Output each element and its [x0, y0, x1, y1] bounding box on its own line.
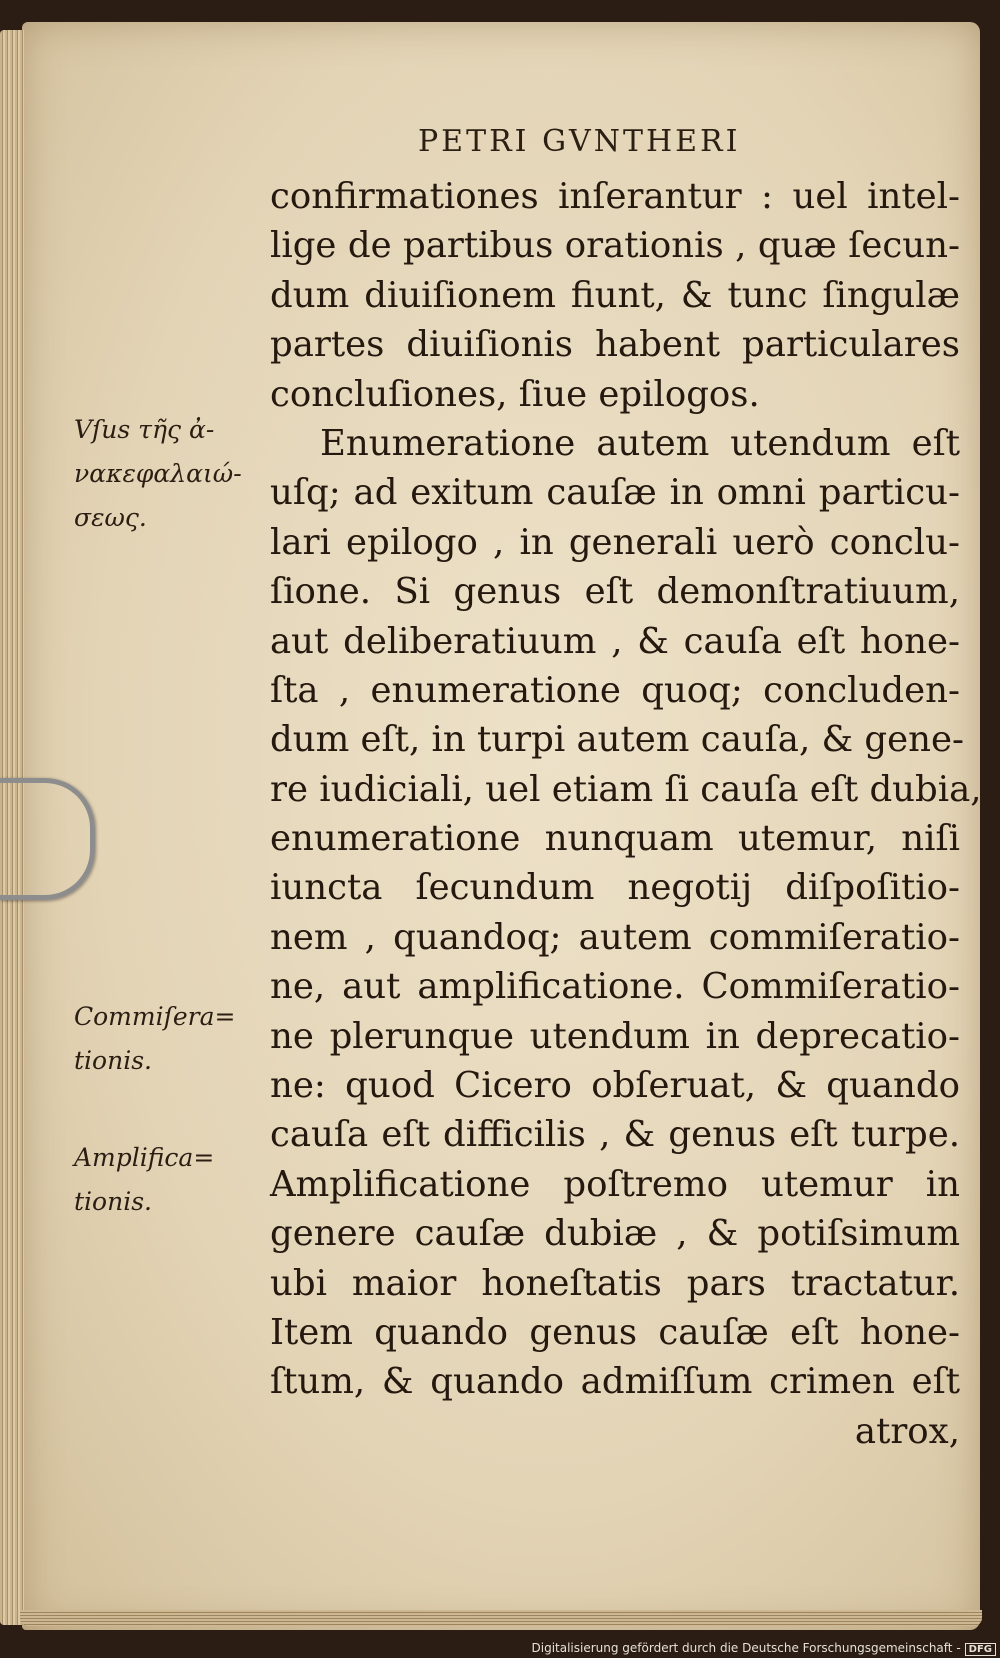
- catchword: atrox,: [854, 1410, 960, 1452]
- margin-note-usus: [74, 408, 259, 540]
- text-line: cauſa eſt difficilis , & genus eſt turpe.: [270, 1114, 960, 1156]
- footer-text: Digitalisierung gefördert durch die Deutsche Forschungsgemeinschaft -: [531, 1641, 961, 1655]
- text-line: dum eſt, in turpi autem cauſa, & gene-: [270, 719, 965, 761]
- paper-clip-icon: [0, 778, 95, 900]
- text-line: ſtum, & quando admiſſum crimen eſt: [270, 1361, 960, 1403]
- text-line: re iudiciali, uel etiam ſi cauſa eſt dubia,: [270, 768, 982, 810]
- text-line: lige de partibus orationis , quæ ſecun-: [270, 225, 960, 267]
- text-line: dum diuiſionem fiunt, & tunc ſingulæ: [270, 274, 960, 316]
- text-line: ſione. Si genus eſt demonſtratiuum,: [270, 571, 960, 613]
- text-line: enumeratione nunquam utemur, niſi: [270, 818, 960, 860]
- text-line: Item quando genus cauſæ eſt hone-: [270, 1311, 960, 1353]
- text-line: lari epilogo , in generali uerò conclu-: [270, 521, 960, 563]
- digitization-credit: [532, 1641, 997, 1656]
- text-line: ſta , enumeratione quoq; concluden-: [270, 669, 960, 711]
- margin-note-commiseratio: [74, 995, 259, 1083]
- page-edges-bottom: [20, 1610, 982, 1626]
- text-line: partes diuiſionis habent particulares: [270, 324, 960, 366]
- margin-note-line: tionis.: [74, 1187, 152, 1216]
- text-line: confirmationes inſerantur : uel intel-: [270, 176, 960, 217]
- margin-note-line: σεως.: [74, 503, 147, 532]
- text-line: Enumeratione autem utendum eſt: [320, 422, 960, 464]
- margin-note-line: Amplifica=: [74, 1143, 215, 1172]
- text-line: nem , quandoq; autem commiſeratio-: [270, 916, 960, 958]
- text-line: ne: quod Cicero obſeruat, & quando: [270, 1065, 960, 1107]
- text-line: genere cauſæ dubiæ , & potiſsimum: [270, 1213, 960, 1255]
- text-line: Amplificatione poſtremo utemur in: [270, 1163, 960, 1205]
- running-head: PETRI GVNTHERI: [418, 124, 741, 159]
- margin-note-line: Vſus τῆς ἀ-: [74, 415, 215, 444]
- text-line: ne, aut amplificatione. Commiſeratio-: [270, 966, 960, 1008]
- margin-note-line: νακεφαλαιώ-: [74, 459, 242, 488]
- margin-note-line: Commiſera=: [74, 1002, 236, 1031]
- body-text: [270, 172, 982, 1456]
- text-line: uſq; ad exitum cauſæ in omni particu-: [270, 472, 960, 514]
- text-line: ubi maior honeſtatis pars tractatur.: [270, 1262, 960, 1304]
- margin-note-line: tionis.: [74, 1046, 152, 1075]
- text-line: concluſiones, ſiue epilogos.: [270, 373, 760, 415]
- dfg-logo: DFG: [965, 1643, 996, 1656]
- text-line: iuncta ſecundum negotij diſpoſitio-: [270, 867, 960, 909]
- text-line: aut deliberatiuum , & cauſa eſt hone-: [270, 620, 960, 662]
- text-line: ne plerunque utendum in deprecatio-: [270, 1015, 960, 1057]
- margin-note-amplificatio: [74, 1136, 259, 1224]
